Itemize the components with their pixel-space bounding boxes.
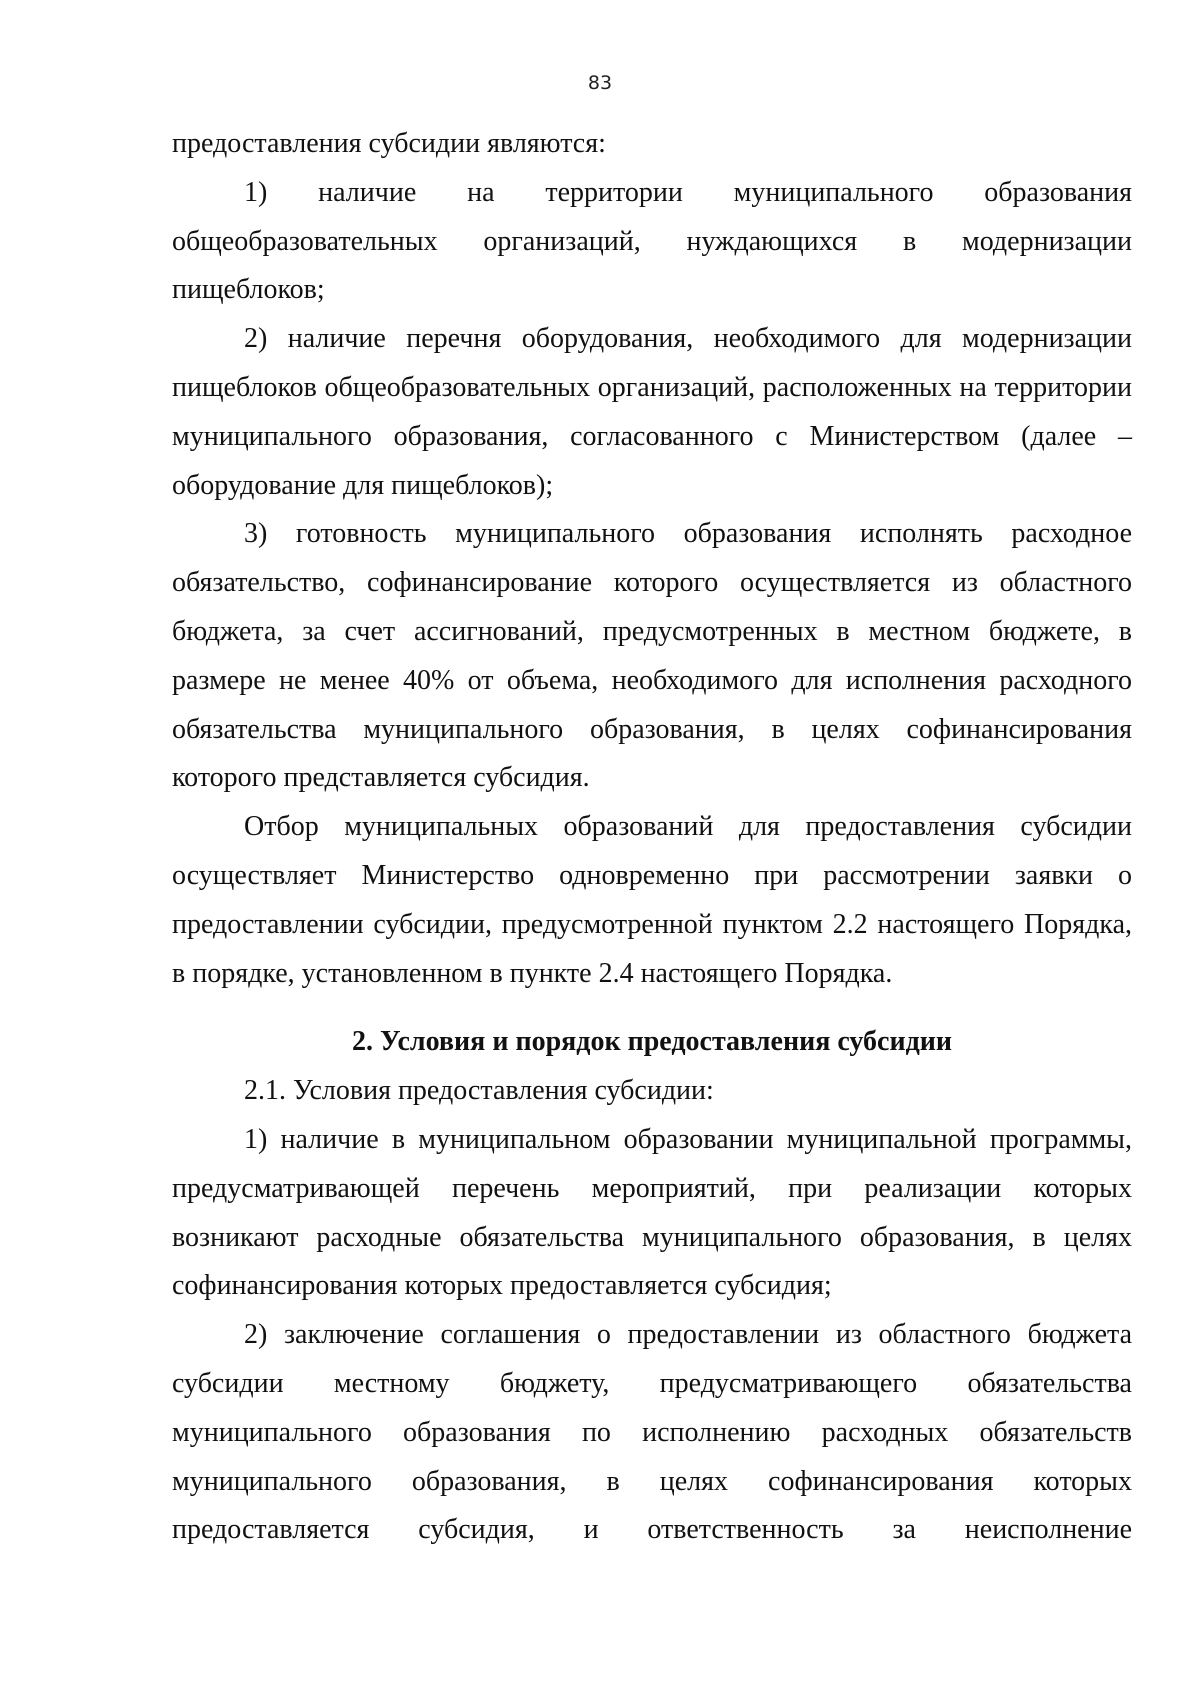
document-body <box>172 120 1132 1555</box>
paragraph-conditions-title: 2.1. Условия предоставления субсидии: <box>244 1075 714 1107</box>
paragraph-condition-2: 2) заключение соглашения о предоставлении из областного бюджета субсидии местному бюджету, предусматривающего обязательства муниципального образования по исполнению расходных обязательств муниципального образования, в целях софинансирования которых предоставляется субсидия, и ответственность за неисполнение <box>172 1319 1132 1546</box>
paragraph-condition-1: 1) наличие в муниципальном образовании муниципальной программы, предусматривающей перечень мероприятий, при реализации которых возникают расходные обязательства муниципального образования, в целях софинансирования которых предоставляется субсидия; <box>172 1123 1132 1302</box>
page-number: 83 <box>587 72 613 94</box>
paragraph-continuation: предоставления субсидии являются: <box>172 128 606 159</box>
paragraph-item-2: 2) наличие перечня оборудования, необходимого для модернизации пищеблоков общеобразовательных организаций, расположенных на территории муниципального образования, согласованного с Министерством (далее – оборудование для пищеблоков); <box>172 323 1132 501</box>
paragraph-selection: Отбор муниципальных образований для предоставления субсидии осуществляет Министерство одновременно при рассмотрении заявки о предоставлении субсидии, предусмотренной пунктом 2.2 настоящего Порядка, в порядке, установленном в пункте 2.4 настоящего Порядка. <box>172 811 1132 989</box>
paragraph-item-3: 3) готовность муниципального образования исполнять расходное обязательство, софинансирование которого осуществляется из областного бюджета, за счет ассигнований, предусмотренных в местном бюджете, в размере не менее 40% от объема, необходимого для исполнения расходного обязательства муниципального образования, в целях софинансирования которого представляется субсидия. <box>172 518 1132 794</box>
paragraph-item-1: 1) наличие на территории муниципального образования общеобразовательных организаций, нуждающихся в модернизации пищеблоков; <box>172 176 1132 306</box>
section-heading: 2. Условия и порядок предоставления субсидии <box>351 1026 953 1058</box>
